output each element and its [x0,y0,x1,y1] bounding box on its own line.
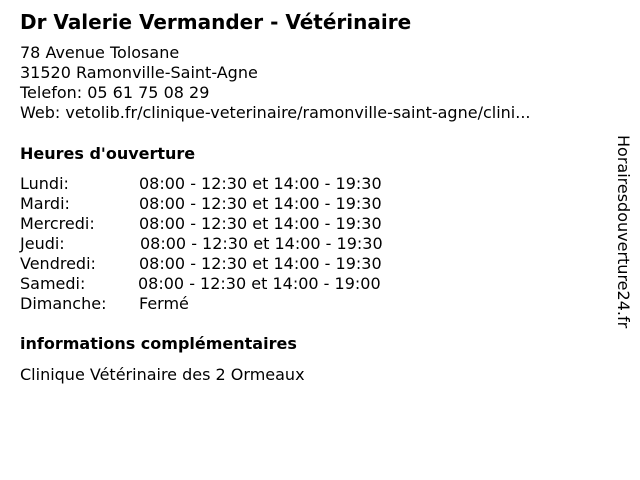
day-label: Dimanche: [20,294,107,313]
website-link[interactable]: Web: vetolib.fr/clinique-veterinaire/ramonville-saint-agne/clini... [20,103,531,122]
day-label: Mardi: [20,194,70,213]
day-label: Lundi: [20,174,69,193]
city-address: 31520 Ramonville-Saint-Agne [20,63,258,82]
time-value: 08:00 - 12:30 et 14:00 - 19:30 [139,174,382,193]
hours-row-monday [20,174,440,194]
day-label: Vendredi: [20,254,96,273]
day-label: Jeudi: [20,234,65,253]
time-value: 08:00 - 12:30 et 14:00 - 19:30 [140,234,383,253]
hours-row-thursday [20,234,440,254]
hours-row-tuesday [20,194,440,214]
info-heading: informations complémentaires [20,334,297,353]
address-block [20,43,531,123]
watermark [612,135,634,343]
info-text: Clinique Vétérinaire des 2 Ormeaux [20,365,305,384]
day-label: Mercredi: [20,214,95,233]
hours-row-sunday [20,294,440,314]
time-value: 08:00 - 12:30 et 14:00 - 19:30 [139,254,382,273]
hours-row-saturday [20,274,440,294]
day-label: Samedi: [20,274,86,293]
phone-number: Telefon: 05 61 75 08 29 [20,83,210,102]
hours-heading: Heures d'ouverture [20,144,196,163]
opening-hours-table [20,174,440,314]
hours-row-friday [20,254,440,274]
hours-row-wednesday [20,214,440,234]
time-value: 08:00 - 12:30 et 14:00 - 19:00 [138,274,381,293]
watermark-text: Horairesdouverture24.fr [614,135,633,329]
time-value: 08:00 - 12:30 et 14:00 - 19:30 [139,214,382,233]
page-title: Dr Valerie Vermander - Vétérinaire [20,10,412,34]
street-address: 78 Avenue Tolosane [20,43,180,62]
time-value: Fermé [139,294,189,313]
time-value: 08:00 - 12:30 et 14:00 - 19:30 [139,194,382,213]
